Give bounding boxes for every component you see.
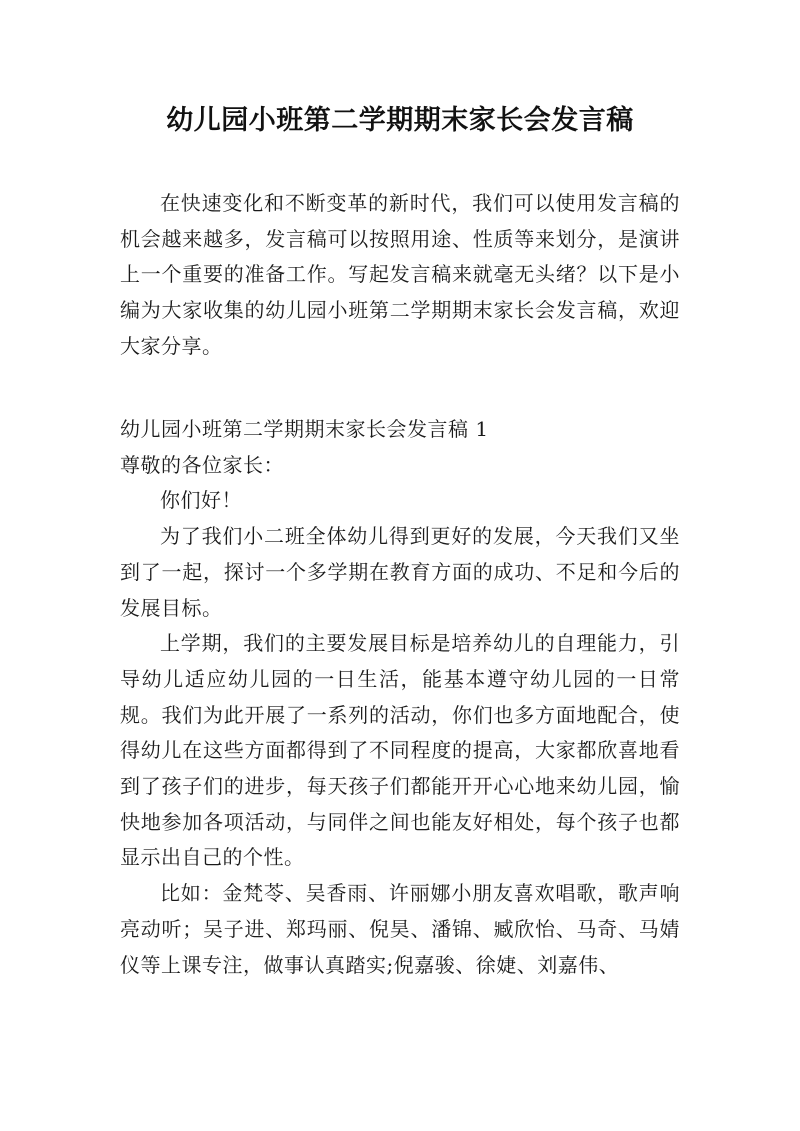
intro-section — [120, 186, 680, 365]
document-title: 幼儿园小班第二学期期末家长会发言稿 — [166, 105, 634, 136]
section-heading: 幼儿园小班第二学期期末家长会发言稿 1 — [120, 417, 489, 441]
speech-section — [120, 412, 680, 983]
salutation: 尊敬的各位家长： — [120, 452, 284, 477]
intro-paragraph: 在快速变化和不断变革的新时代，我们可以使用发言稿的机会越来越多，发言稿可以按照用途、性质等来划分，是演讲上一个重要的准备工作。写起发言稿来就毫无头绪？以下是小编为大家收集的幼儿园小班第二学期期末家长会发言稿，欢迎大家分享。 — [120, 191, 680, 358]
greeting: 你们好！ — [160, 488, 242, 513]
body-paragraph: 上学期，我们的主要发展目标是培养幼儿的自理能力，引导幼儿适应幼儿园的一日生活，能基本遵守幼儿园的一日常规。我们为此开展了一系列的活动，你们也多方面地配合，使得幼儿在这些方面都得到了不同程度的提高，大家都欣喜地看到了孩子们的进步，每天孩子们都能开开心心地来幼儿园，愉快地参加各项活动，与同伴之间也能友好相处，每个孩子也都显示出自己的个性。 — [120, 631, 680, 870]
body-paragraph: 为了我们小二班全体幼儿得到更好的发展，今天我们又坐到了一起，探讨一个多学期在教育方面的成功、不足和今后的发展目标。 — [120, 524, 680, 620]
body-paragraph: 比如：金梵苓、吴香雨、许丽娜小朋友喜欢唱歌，歌声响亮动听；吴子进、郑玛丽、倪昊、潘锦、臧欣怡、马奇、马婧仪等上课专注，做事认真踏实;倪嘉骏、徐婕、刘嘉伟、 — [120, 881, 680, 977]
